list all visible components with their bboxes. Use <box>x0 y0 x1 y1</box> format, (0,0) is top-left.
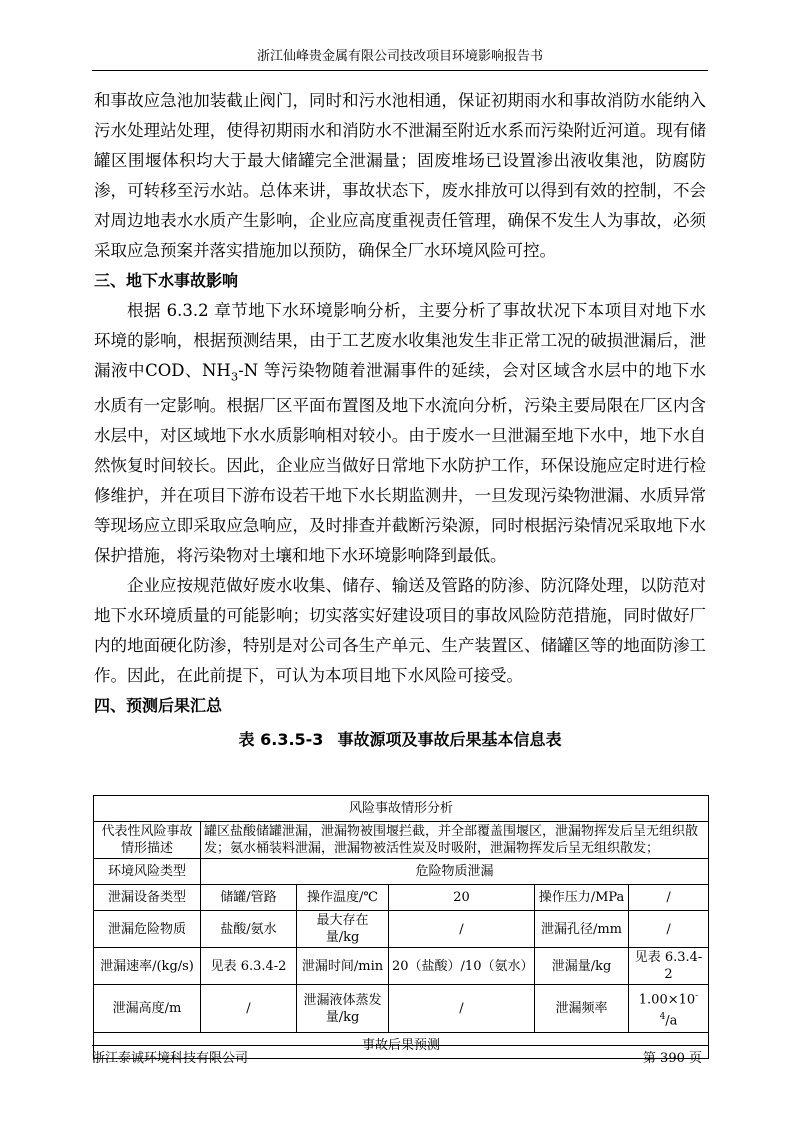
table-cell: 泄漏量/kg <box>535 948 629 985</box>
paragraph-prevention: 企业应按规范做好废水收集、储存、输送及管路的防渗、防沉降处理，以防范对地下水环境质量的可能影响；切实落实好建设项目的事故风险防范措施，同时做好厂内的地面硬化防渗，特别是对公司各生产单元、生产装置区、储罐区等的地面防渗工作。因此，在此前提下，可认为本项目地下水风险可接受。 <box>94 576 706 686</box>
table-cell-value: 危险物质泄漏 <box>201 859 709 885</box>
table-cell-frequency <box>629 985 709 1033</box>
table-cell: 泄漏高度/m <box>94 985 201 1033</box>
page-header <box>92 48 708 71</box>
table-cell: 最大存在量/kg <box>297 911 389 948</box>
table-cell-label: 环境风险类型 <box>94 859 201 885</box>
document-body <box>94 86 706 757</box>
table-cell: 见表 6.3.4-2 <box>201 948 297 985</box>
footer-company: 浙江泰诚环境科技有限公司 <box>92 1051 249 1066</box>
table-cell: 泄漏频率 <box>535 985 629 1033</box>
table-cell: / <box>629 885 709 911</box>
paragraph-emergency-pool: 和事故应急池加装截止阀门，同时和污水池相通，保证初期雨水和事故消防水能纳入污水处理站处理，使得初期雨水和消防水不泄漏至附近水系而污染附近河道。现有储罐区围堰体积均大于最大储罐完全泄漏量；固废堆场已设置渗出液收集池，防腐防渗，可转移至污水站。总体来讲，事故状态下，废水排放可以得到有效的控制，不会对周边地表水水质产生影响，企业应高度重视责任管理，确保不发生人为事故，必须采取应急预案并落实措施加以预防，确保全厂水环境风险可控。 <box>94 91 706 260</box>
table-cell: 操作压力/MPa <box>535 885 629 911</box>
table-cell: 20（盐酸）/10（氨水） <box>389 948 535 985</box>
table-cell: 泄漏液体蒸发量/kg <box>297 985 389 1033</box>
table-cell: / <box>201 985 297 1033</box>
table-cell: 泄漏设备类型 <box>94 885 201 911</box>
table-cell-label: 代表性风险事故情形描述 <box>94 822 201 859</box>
table-section-header: 风险事故情形分析 <box>94 796 709 822</box>
frequency-exponent: -4 <box>659 991 699 1022</box>
table-row <box>94 885 709 911</box>
table-cell: / <box>389 985 535 1033</box>
paragraph-text-part: -N 等污染物随着泄漏事件的延续，会对区域含水层中的地下水水质有一定影响。根据厂区平面布置图及地下水流向分析，污染主要局限在厂区内含水层中，对区域地下水水质影响相对较小。由于废水一旦泄漏至地下水中，地下水自然恢复时间较长。因此，企业应当做好日常地下水防护工作，环保设施应定时进行检修维护，并在项目下游布设若干地下水长期监测井，一旦发现污染物泄漏、水质异常等现场应立即采取应急响应，及时排查并截断污染源，同时根据污染情况采取地下水保护措施，将污染物对土壤和地下水环境影响降到最低。 <box>94 361 706 566</box>
table-section-header: 事故后果预测 <box>94 1033 709 1059</box>
table-cell: 泄漏危险物质 <box>94 911 201 948</box>
table-cell: 泄漏时间/min <box>297 948 389 985</box>
table-cell: 20 <box>389 885 535 911</box>
table-cell: 见表 6.3.4-2 <box>629 948 709 985</box>
accident-info-table <box>93 795 709 1059</box>
table-title-text: 事故源项及事故后果基本信息表 <box>337 730 562 750</box>
table-row <box>94 796 709 822</box>
table-cell: 储罐/管路 <box>201 885 297 911</box>
table-number: 表 6.3.5-3 <box>238 730 324 750</box>
table-row <box>94 822 709 859</box>
table-row <box>94 911 709 948</box>
table-cell: / <box>389 911 535 948</box>
frequency-unit: /a <box>665 1012 678 1028</box>
table-caption <box>94 725 706 755</box>
frequency-base: 1.00×10 <box>638 992 696 1008</box>
table-cell-value: 罐区盐酸储罐泄漏，泄漏物被围堰拦截，并全部覆盖围堰区，泄漏物挥发后呈无组织散发；氨水桶装料泄漏，泄漏物被活性炭及时吸附，泄漏物挥发后呈无组织散发； <box>201 822 709 859</box>
header-title: 浙江仙峰贵金属有限公司技改项目环境影响报告书 <box>256 49 543 64</box>
table-row <box>94 985 709 1033</box>
paragraph-groundwater-analysis <box>94 296 706 571</box>
table-cell: 泄漏孔径/mm <box>535 911 629 948</box>
table-cell: 盐酸/氨水 <box>201 911 297 948</box>
table-row <box>94 948 709 985</box>
section-heading-groundwater: 三、地下水事故影响 <box>94 271 239 290</box>
table-cell: / <box>629 911 709 948</box>
footer-page-number: 第 390 页 <box>642 1051 702 1066</box>
section-heading-summary: 四、预测后果汇总 <box>94 696 223 716</box>
table-cell: 操作温度/℃ <box>297 885 389 911</box>
paragraph-text-part: 根据 6.3.2 章节地下水环境影响分析，主要分析了事故状况下本项目对地下水环境的影响，根据预测结果，由于工艺废水收集池发生非正常工况的破损泄漏后，泄漏液中COD、NH <box>94 301 706 380</box>
table-row <box>94 859 709 885</box>
table-cell: 泄漏速率/(kg/s) <box>94 948 201 985</box>
subscript: 3 <box>230 369 239 384</box>
